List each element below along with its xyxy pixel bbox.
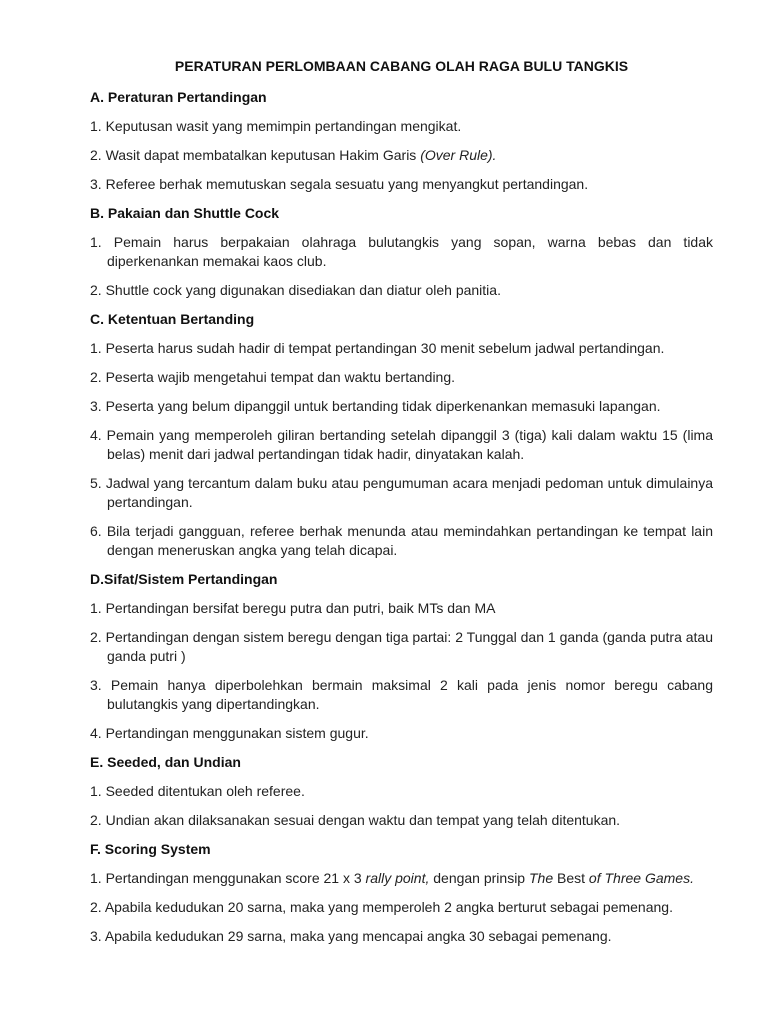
rule-text: Pertandingan dengan sistem beregu dengan tiga partai: 2 Tunggal dan 1 ganda (ganda putra atau ganda putri ) [105,629,714,664]
rule-number: 1. [90,600,102,616]
rule-number: 2. [90,812,102,828]
rule-text: Pertandingan bersifat beregu putra dan putri, baik MTs dan MA [105,600,496,616]
rules-section [90,204,713,300]
rules-section [90,310,713,560]
rule-text: Apabila kedudukan 29 sarna, maka yang mencapai angka 30 sebagai pemenang. [104,928,612,944]
rule-number: 3. [90,398,102,414]
rule-item [90,724,713,743]
rule-text: Wasit dapat membatalkan keputusan Hakim Garis [105,147,421,163]
rule-text: Peserta yang belum dipanggil untuk bertanding tidak diperkenankan memasuki lapangan. [105,398,661,414]
section-heading: D.Sifat/Sistem Pertandingan [90,571,278,587]
rule-text: Pemain harus berpakaian olahraga bulutangkis yang sopan, warna bebas dan tidak diperkenankan memakai kaos club. [107,234,714,269]
rule-text: Peserta harus sudah hadir di tempat pertandingan 30 menit sebelum jadwal pertandingan. [105,340,665,356]
rule-item [90,233,713,271]
rule-item [90,628,713,666]
rule-text: Peserta wajib mengetahui tempat dan waktu bertanding. [105,369,456,385]
rule-text: Pemain hanya diperbolehkan bermain maksimal 2 kali pada jenis nomor beregu cabang bulutangkis yang dipertandingkan. [107,677,714,712]
rule-item [90,426,713,464]
rule-text: Pertandingan menggunakan sistem gugur. [105,725,369,741]
rules-section [90,840,713,946]
rule-number: 2. [90,369,102,385]
rule-number: 1. [90,870,102,886]
rules-section [90,570,713,743]
rule-number: 1. [90,783,102,799]
rule-text: Apabila kedudukan 20 sarna, maka yang memperoleh 2 angka berturut sebagai pemenang. [104,899,673,915]
document-page [90,57,713,956]
rules-section [90,88,713,194]
rules-sections [90,88,713,946]
rule-text: Seeded ditentukan oleh referee. [105,783,305,799]
rule-item [90,811,713,830]
rule-number: 3. [90,677,102,693]
rule-item [90,898,713,917]
rule-number: 1. [90,340,102,356]
rule-item [90,474,713,512]
rule-number: 2. [90,147,102,163]
rule-text-italic: of Three Games. [588,870,694,886]
rule-item [90,175,713,194]
rule-item [90,599,713,618]
section-heading: E. Seeded, dan Undian [90,754,241,770]
rule-number: 2. [90,282,102,298]
rule-number: 4. [90,725,102,741]
rule-item [90,927,713,946]
rule-number: 6. [90,523,102,539]
rule-item [90,869,713,888]
rule-number: 1. [90,118,102,134]
section-heading: F. Scoring System [90,841,211,857]
rule-number: 2. [90,899,102,915]
rule-number: 3. [90,928,102,944]
rule-item [90,339,713,358]
rule-number: 3. [90,176,102,192]
rules-section [90,753,713,830]
section-heading: C. Ketentuan Bertanding [90,311,255,327]
rule-item [90,397,713,416]
rule-item [90,676,713,714]
section-heading: A. Peraturan Pertandingan [90,89,267,105]
rule-number: 4. [90,427,102,443]
rule-number: 5. [90,475,102,491]
section-heading: B. Pakaian dan Shuttle Cock [90,205,280,221]
rule-text: Bila terjadi gangguan, referee berhak menunda atau memindahkan pertandingan ke tempat lain dengan meneruskan angka yang telah dicapai. [106,523,713,558]
rule-text: dengan prinsip [429,870,529,886]
rule-text: Pemain yang memperoleh giliran bertanding setelah dipanggil 3 (tiga) kali dalam waktu 15 (lima belas) menit dari jadwal pertandingan tidak hadir, dinyatakan kalah. [106,427,713,462]
rule-text: Keputusan wasit yang memimpin pertandingan mengikat. [105,118,462,134]
rule-text: Pertandingan menggunakan score 21 x 3 [105,870,366,886]
rule-number: 1. [90,234,102,250]
rule-number: 2. [90,629,102,645]
document-title: PERATURAN PERLOMBAAN CABANG OLAH RAGA BULU TANGKIS [174,58,629,74]
rule-item [90,117,713,136]
rule-item [90,522,713,560]
rule-text-italic: rally point, [365,870,430,886]
rule-item [90,281,713,300]
rule-text: Jadwal yang tercantum dalam buku atau pengumuman acara menjadi pedoman untuk dimulainya pertandingan. [105,475,714,510]
rule-item [90,368,713,387]
rule-item [90,146,713,165]
rule-item [90,782,713,801]
rule-text: Shuttle cock yang digunakan disediakan dan diatur oleh panitia. [105,282,501,298]
rule-text-italic: The [529,870,554,886]
rule-text: Undian akan dilaksanakan sesuai dengan waktu dan tempat yang telah ditentukan. [105,812,621,828]
rule-text: Referee berhak memutuskan segala sesuatu yang menyangkut pertandingan. [105,176,589,192]
rule-text: Best [553,870,589,886]
rule-text-italic: (Over Rule). [420,147,497,163]
